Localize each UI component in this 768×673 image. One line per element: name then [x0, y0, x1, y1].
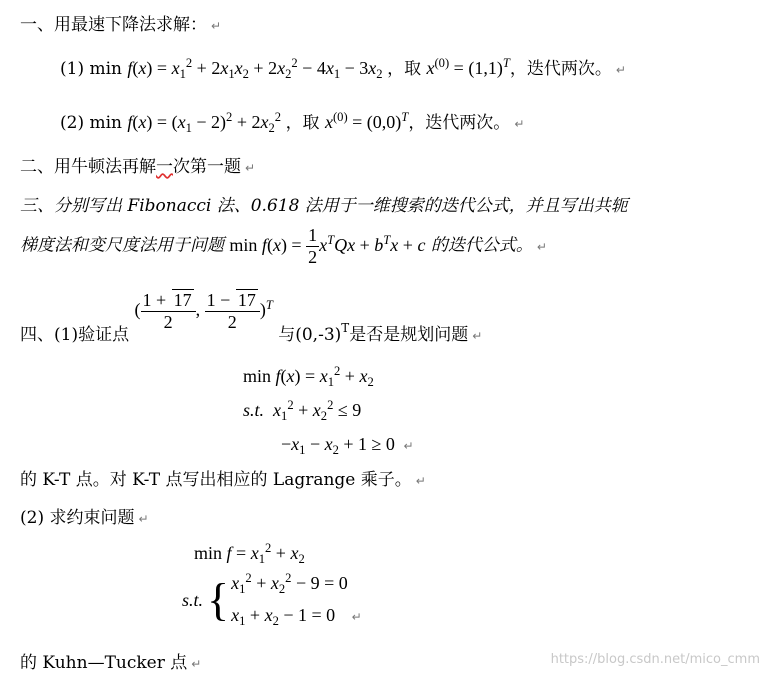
q1-title: 一、用最速下降法求解： ↵ [20, 15, 222, 35]
q4-point: ( $\frac{1 + 17}{2}$ , $\frac{1 - 17}{2}$ )$^T$ [134, 290, 273, 332]
paragraph-mark-icon: ↵ [138, 512, 149, 526]
q4-objective: $\min f(x) = x_1^2 + x_2$ [243, 364, 374, 390]
q3-formula: min f(x) = $\frac{1}{2}$ $x^TQx + b^Tx + c$ [229, 225, 426, 267]
q4b-problem: $\min f = x_1^2 + x_2$ s.t. { $x_1^2 + x_2^2 - 9 = 0$ $x_1 + x_2 - 1 = 0$ ↵ [182, 543, 362, 632]
q4-after: 的 K-T 点。对 K-T 点写出相应的 Lagrange 乘子。 ↵ [20, 470, 426, 490]
paragraph-mark-icon: ↵ [472, 329, 483, 343]
q4b-constraint1: $x_1^2 + x_2^2 - 9 = 0$ [231, 571, 348, 597]
q4-problem [243, 360, 414, 462]
paragraph-mark-icon: ↵ [245, 161, 256, 175]
q2-title: 二、用牛顿法再解一次第一题 ↵ [20, 157, 256, 177]
q3-line1: 三、分别写出 Fibonacci 法、0.618 法用于一维搜索的迭代公式，并且写出共轭 [20, 196, 628, 216]
q1-part1: (1) $\min f(x) = x_1^2 + 2x_1x_2 + 2x_2^2 - 4x_1 - 3x_2$ ，取 $x^{(0)} = (1,1)^T$，迭代两次。 ↵ [60, 56, 626, 82]
q1-part2: (2) $\min f(x) = (x_1 - 2)^2 + 2x_2^2$ ，取 $x^{(0)} = (0,0)^T$，迭代两次。 ↵ [60, 110, 525, 136]
q4b-constraint2: $x_1 + x_2 - 1 = 0$ ↵ [231, 605, 362, 629]
q4-part2: (2) 求约束问题 ↵ [20, 508, 149, 528]
paragraph-mark-icon: ↵ [536, 239, 547, 254]
paragraph-mark-icon: ↵ [615, 63, 626, 77]
q4-constraint2: $-x_1 - x_2 + 1 \ge 0$ ↵ [281, 434, 414, 458]
q1-part2-formula: $f(x) = (x_1 - 2)^2 + 2x_2^2$ [127, 110, 282, 136]
q4-constraint1: s.t. $x_1^2 + x_2^2 \le 9$ [243, 398, 362, 424]
paragraph-mark-icon: ↵ [514, 117, 525, 131]
q3-line2: 梯度法和变尺度法用于问题 min f(x) = $\frac{1}{2}$ $x^TQx + b^Tx + c$ 的迭代公式。 ↵ [20, 225, 547, 267]
paragraph-mark-icon: ↵ [191, 657, 202, 671]
q4-head: 四、(1)验证点 ( $\frac{1 + 17}{2}$ , $\frac{1 - 17}{2}$ )$^T$ 与$(0,-3)_T$是否是规划问题 $_↵$ [20, 290, 483, 345]
q1-part1-formula: $f(x) = x_1^2 + 2x_1x_2 + 2x_2^2 - 4x_1 - 3x_2$ [127, 56, 383, 82]
paragraph-mark-icon: ↵ [211, 19, 222, 33]
watermark: https://blog.csdn.net/mico_cmm [550, 652, 760, 667]
q4-end: 的 Kuhn—Tucker 点 ↵ [20, 653, 202, 673]
paragraph-mark-icon: ↵ [415, 474, 426, 488]
